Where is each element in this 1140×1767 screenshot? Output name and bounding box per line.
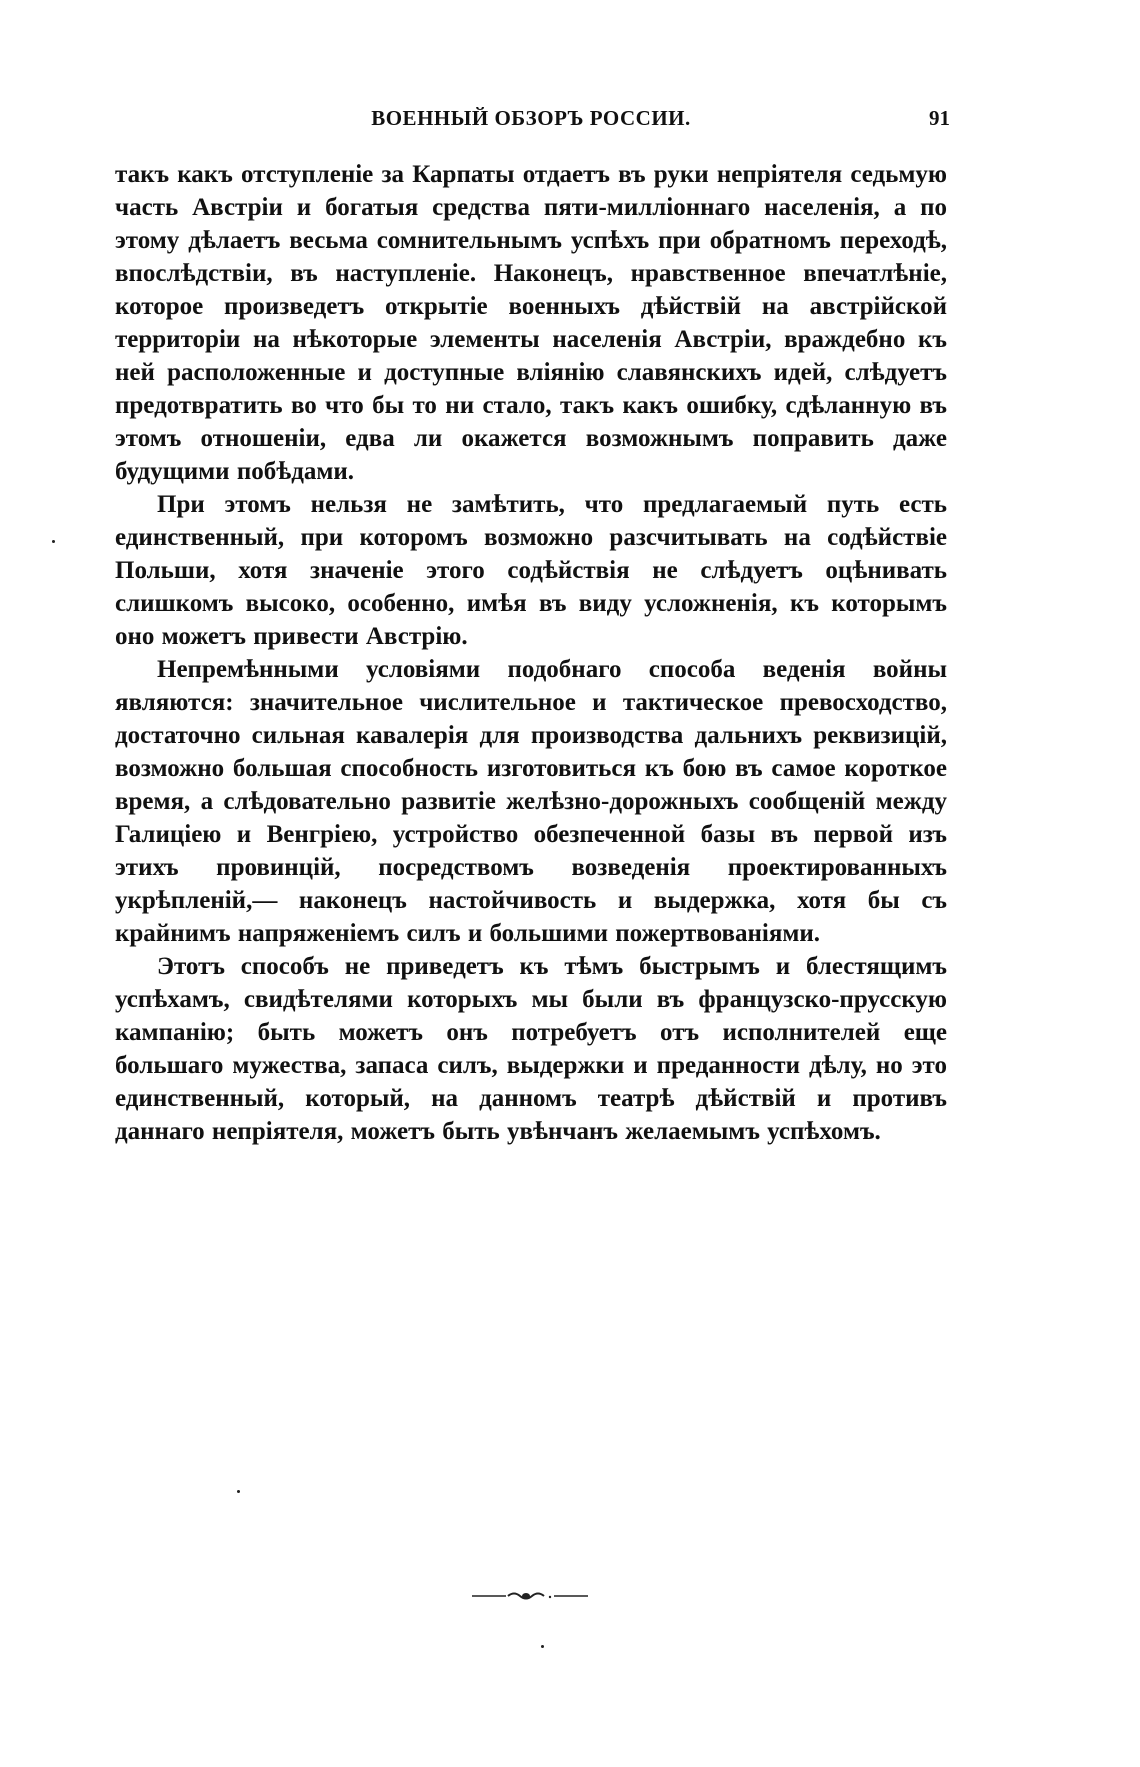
end-ornament-icon (470, 1590, 590, 1602)
paragraph: Этотъ способъ не приведетъ къ тѣмъ быстрымъ и блестящимъ успѣхамъ, свидѣтелями которыхъ мы были въ французско-прусскую кампанію; быть можетъ онъ потребуетъ отъ исполнителей еще большаго мужества, запаса силъ, выдержки и преданности дѣлу, но это единственный, который, на данномъ театрѣ дѣйствій и противъ даннаго непріятеля, можетъ быть увѣнчанъ желаемымъ успѣхомъ. (115, 953, 947, 1145)
body-text (115, 158, 947, 1148)
page-header (112, 100, 950, 140)
paragraph-continued: такъ какъ отступленіе за Карпаты отдаетъ въ руки непріятеля седьмую часть Австріи и богатыя средства пяти-милліоннаго населенія, а по этому дѣлаетъ весьма сомнительнымъ успѣхъ при обратномъ переходѣ, впослѣдствіи, въ наступленіе. Наконецъ, нравственное впечатлѣніе, которое произведетъ открытіе военныхъ дѣйствій на австрійской территоріи на нѣкоторые элементы населенія Австріи, враждебно къ ней расположенные и доступные вліянію славянскихъ идей, слѣдуетъ предотвратить во что бы то ни стало, такъ какъ ошибку, сдѣланную въ этомъ отношеніи, едва ли окажется возможнымъ поправить даже будущими побѣдами. (115, 161, 947, 485)
paragraph: При этомъ нельзя не замѣтить, что предлагаемый путь есть единственный, при которомъ возможно разсчитывать на содѣйствіе Польши, хотя значеніе этого содѣйствія не слѣдуетъ оцѣнивать слишкомъ высоко, особенно, имѣя въ виду усложненія, къ которымъ оно можетъ привести Австрію. (115, 491, 947, 650)
print-speck (237, 1490, 240, 1493)
print-speck (52, 540, 55, 543)
paragraph: Непремѣнными условіями подобнаго способа веденія войны являются: значительное числительное и тактическое превосходство, достаточно сильная кавалерія для производства дальнихъ реквизицій, возможно большая способность изготовиться къ бою въ самое короткое время, а слѣдовательно развитіе желѣзно-дорожныхъ сообщеній между Галиціею и Венгріею, устройство обезпеченной базы въ первой изъ этихъ провинцій, посредствомъ возведенія проектированныхъ укрѣпленій,— наконецъ настойчивость и выдержка, хотя бы съ крайнимъ напряженіемъ силъ и большими пожертвованіями. (115, 656, 947, 947)
print-speck (541, 1645, 544, 1648)
running-title: ВОЕННЫЙ ОБЗОРЪ РОССИИ. (371, 106, 691, 130)
page-number: 91 (929, 106, 950, 130)
